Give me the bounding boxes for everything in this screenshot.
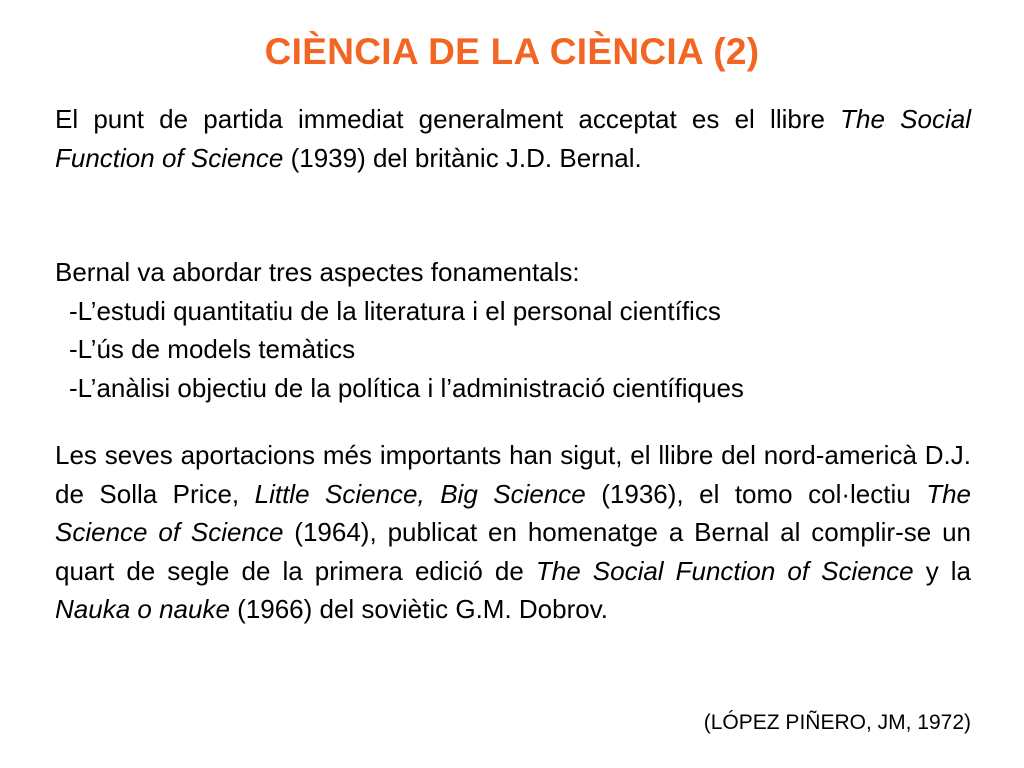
book-title-little-science: Little Science, Big Science xyxy=(254,478,586,509)
book-title-science-of-science: The Science of Science xyxy=(55,478,971,547)
aspect-item-2: -L’ús de models temàtics xyxy=(69,334,356,364)
book-title-social-function-2: The Social Function of Science xyxy=(535,555,914,586)
contributions-text-2: (1936), el tomo col·lectiu xyxy=(585,478,927,509)
aspects-intro: Bernal va abordar tres aspectes fonamentals: xyxy=(55,257,580,287)
contributions-text-1: Les seves aportacions més importants han sigut, el llibre del nord-americà D.J. de Solla Price, xyxy=(55,440,971,509)
contributions-text-3: (1964), publicat en homenatge a Bernal al complir-se un quart de segle de la primera edició de xyxy=(55,517,971,586)
contributions-text-4: y la xyxy=(913,555,971,586)
paragraph-starting-point-tail: (1939) del britànic J.D. Bernal. xyxy=(283,142,642,173)
paragraph-starting-point xyxy=(55,100,971,177)
paragraph-contributions xyxy=(55,436,971,629)
paragraph-bernal-aspects xyxy=(55,253,971,407)
aspect-item-3: -L’anàlisi objectiu de la política i l’administració científiques xyxy=(69,372,744,403)
paragraph-starting-point-text: El punt de partida immediat generalment acceptat es el llibre xyxy=(55,104,841,134)
book-title-nauka: Nauka o nauke xyxy=(55,594,230,624)
book-title-social-function: The Social Function of Science xyxy=(55,104,972,173)
contributions-text-5: (1966) del soviètic G.M. Dobrov. xyxy=(229,594,609,624)
aspect-item-1: -L’estudi quantitatiu de la literatura i el personal científics xyxy=(69,295,721,326)
slide-title: CIÈNCIA DE LA CIÈNCIA (2) xyxy=(264,31,760,72)
source-reference: (LÓPEZ PIÑERO, JM, 1972) xyxy=(703,711,971,734)
